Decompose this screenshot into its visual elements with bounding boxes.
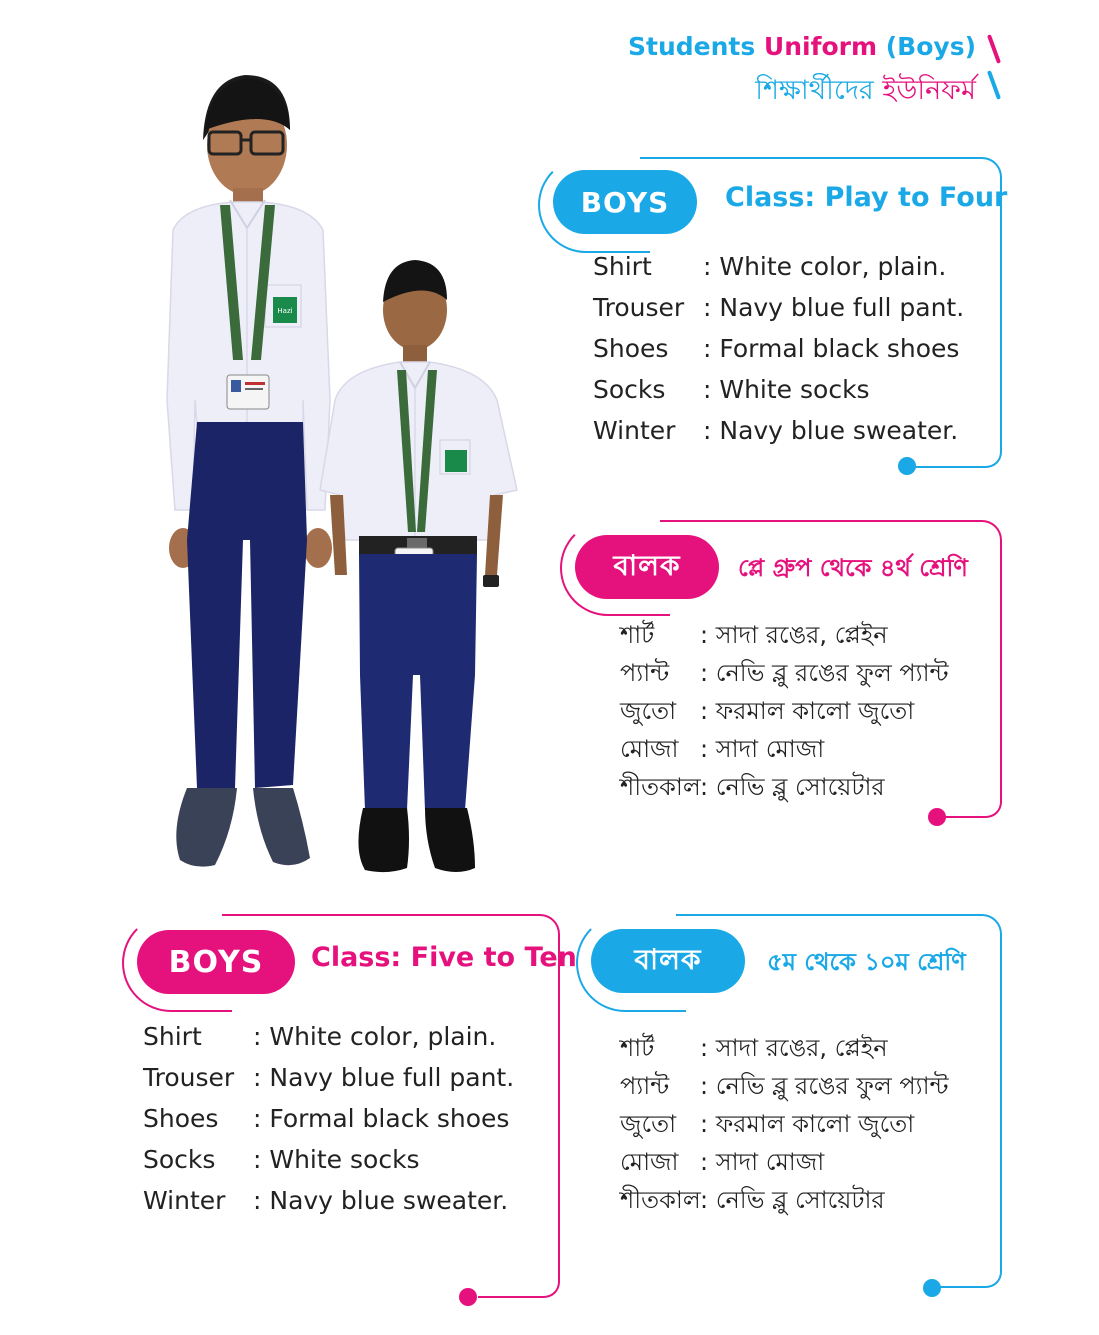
row-label: প্যান্ট [620, 659, 670, 687]
row-label: Trouser [593, 293, 685, 322]
row-label: Winter [593, 416, 676, 445]
card1-row-shoes [593, 328, 964, 369]
row-value: : সাদা রঙের, প্লেইন [700, 1034, 888, 1062]
card2-rows [620, 616, 948, 806]
row-value: : ফরমাল কালো জুতো [700, 697, 915, 725]
card2-class-title: প্লে গ্রুপ থেকে ৪র্থ শ্রেণি [738, 554, 968, 582]
tall-boy-badge-text: Hazi [277, 307, 293, 315]
card4-end-dot [923, 1279, 941, 1297]
students-uniform-photo [125, 70, 525, 878]
card4-row-pant [620, 1067, 948, 1105]
row-label: Socks [143, 1145, 216, 1174]
row-label: মোজা [620, 1148, 679, 1176]
card2-side-border [940, 630, 1002, 818]
row-value: : White socks [703, 375, 870, 404]
header-accent-slash-top [987, 34, 1001, 64]
card1-row-shirt [593, 246, 964, 287]
card3-row-shirt [143, 1016, 514, 1057]
card4-row-winter [620, 1181, 948, 1219]
row-label: জুতো [620, 697, 677, 725]
row-value: : White color, plain. [703, 252, 947, 281]
row-label: প্যান্ট [620, 1072, 670, 1100]
row-label: শীতকাল [620, 1186, 701, 1214]
card3-rows [143, 1016, 514, 1221]
card1-end-dot [898, 457, 916, 475]
row-value: : White socks [253, 1145, 420, 1174]
card1-pill: BOYS [553, 170, 697, 234]
card3-row-trouser [143, 1057, 514, 1098]
card3-class-title: Class: Five to Ten [311, 942, 577, 973]
header-title-en-uniform: Uniform [763, 32, 878, 61]
header-title-en-students: Students [627, 32, 764, 61]
card4-class-title: ৫ম থেকে ১০ম শ্রেণি [767, 948, 966, 976]
row-value: : Formal black shoes [703, 334, 960, 363]
short-boy-figure [320, 260, 517, 872]
row-value: : Navy blue full pant. [253, 1063, 515, 1092]
row-label: Winter [143, 1186, 226, 1215]
row-value: : নেভি ব্লু সোয়েটার [700, 1186, 885, 1214]
card4-rows [620, 1029, 948, 1219]
card2-row-shoes [620, 692, 948, 730]
row-value: : Formal black shoes [253, 1104, 510, 1133]
row-value: : নেভি ব্লু রঙের ফুল প্যান্ট [700, 659, 949, 687]
card2-row-socks [620, 730, 948, 768]
card4-pill: বালক [591, 929, 745, 993]
header-title-bn-uniform: ইউনিফর্ম [882, 75, 976, 106]
header-title-en-boys: (Boys) [877, 32, 976, 61]
row-label: জুতো [620, 1110, 677, 1138]
card1-rows [593, 246, 964, 451]
row-label: Shoes [593, 334, 669, 363]
row-value: : নেভি ব্লু সোয়েটার [700, 773, 885, 801]
row-value: : সাদা মোজা [700, 735, 825, 763]
card1-row-socks [593, 369, 964, 410]
header-title-bn [755, 70, 976, 115]
row-value: : নেভি ব্লু রঙের ফুল প্যান্ট [700, 1072, 949, 1100]
card2-row-winter [620, 768, 948, 806]
row-value: : সাদা মোজা [700, 1148, 825, 1176]
row-label: শীতকাল [620, 773, 701, 801]
row-value: : Navy blue sweater. [253, 1186, 509, 1215]
row-value: : Navy blue sweater. [703, 416, 959, 445]
row-label: Shoes [143, 1104, 219, 1133]
row-value: : Navy blue full pant. [703, 293, 965, 322]
card1-class-title: Class: Play to Four [725, 182, 1008, 213]
card4-row-shoes [620, 1105, 948, 1143]
card2-end-dot [928, 808, 946, 826]
card3-row-shoes [143, 1098, 514, 1139]
row-label: Shirt [143, 1022, 202, 1051]
row-label: Shirt [593, 252, 652, 281]
card3-row-socks [143, 1139, 514, 1180]
card1-row-winter [593, 410, 964, 451]
header-accent-slash-bottom [987, 70, 1001, 100]
card4-row-shirt [620, 1029, 948, 1067]
row-label: শার্ট [620, 621, 655, 649]
card4-row-socks [620, 1143, 948, 1181]
card3-end-dot [459, 1288, 477, 1306]
card2-pill: বালক [575, 535, 719, 599]
row-value: : White color, plain. [253, 1022, 497, 1051]
card2-row-shirt [620, 616, 948, 654]
card1-row-trouser [593, 287, 964, 328]
row-value: : ফরমাল কালো জুতো [700, 1110, 915, 1138]
header-title-en [628, 32, 976, 61]
row-label: শার্ট [620, 1034, 655, 1062]
tall-boy-figure [167, 75, 332, 867]
card2-row-pant [620, 654, 948, 692]
row-label: Trouser [143, 1063, 235, 1092]
row-value: : সাদা রঙের, প্লেইন [700, 621, 888, 649]
card3-pill: BOYS [137, 930, 295, 994]
row-label: Socks [593, 375, 666, 404]
header-title-bn-students: শিক্ষার্থীদের [755, 75, 883, 106]
row-label: মোজা [620, 735, 679, 763]
card3-row-winter [143, 1180, 514, 1221]
